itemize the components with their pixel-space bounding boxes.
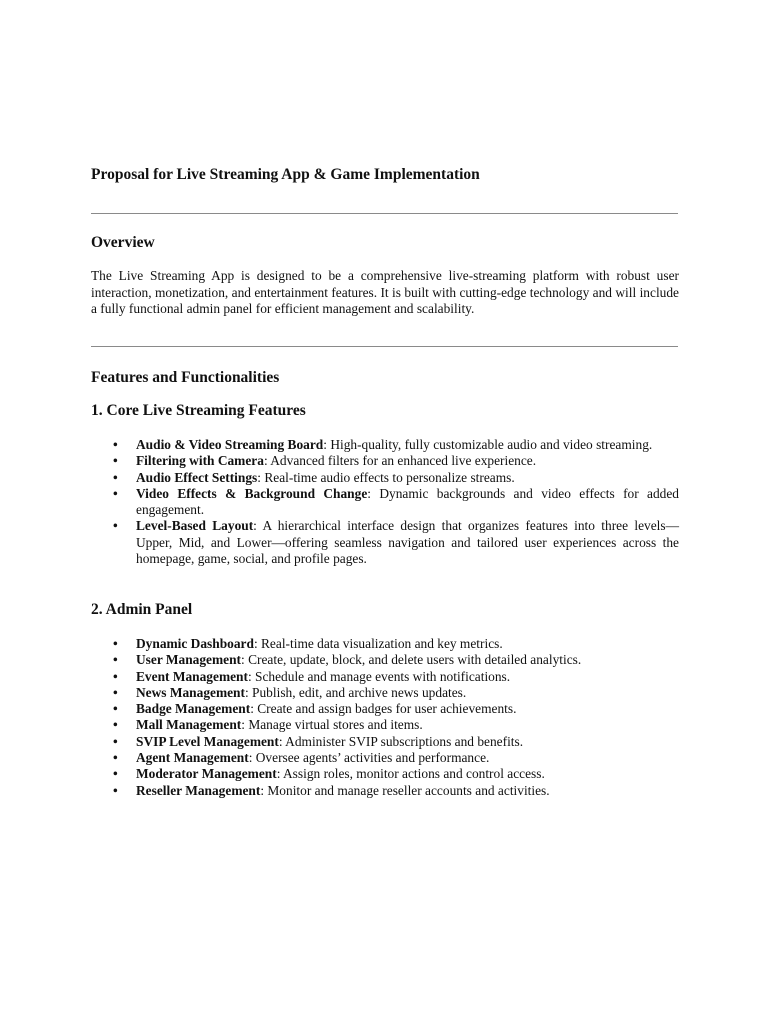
feature-term: Event Management [136,668,248,684]
feature-description: : Create and assign badges for user achievements. [250,701,517,717]
feature-description: : Oversee agents’ activities and performance. [248,750,490,766]
bullet-icon: • [113,518,118,534]
bullet-icon: • [113,453,118,469]
feature-term: Moderator Management [136,766,277,782]
list-item [91,717,679,733]
bullet-icon: • [113,469,118,485]
bullet-icon: • [113,684,118,700]
overview-heading: Overview [91,234,155,251]
overview-paragraph: The Live Streaming App is designed to be a comprehensive live-streaming platform with robust user interaction, monetization, and entertainment features. It is built with cutting-edge technology and will include a fully functional admin panel for efficient management and scalability. [91,268,679,316]
list-item [91,470,679,486]
bullet-icon: • [113,652,118,668]
feature-description: : Real-time data visualization and key metrics. [253,636,503,651]
bullet-icon: • [113,733,118,749]
document-title: Proposal for Live Streaming App & Game Implementation [91,166,480,183]
list-item [91,669,679,685]
bullet-icon: • [113,636,118,651]
bullet-icon: • [113,766,118,782]
bullet-icon: • [113,668,118,684]
feature-term: Audio Effect Settings [136,469,258,485]
bullet-icon: • [113,701,118,717]
bullet-icon: • [113,717,118,733]
list-item [91,783,679,799]
horizontal-rule [91,346,678,347]
features-heading: Features and Functionalities [91,369,280,386]
horizontal-rule [91,213,678,214]
list-item [91,518,679,567]
feature-term: Reseller Management [136,782,261,798]
list-item [91,453,679,469]
feature-term: Mall Management [136,717,242,733]
feature-term: SVIP Level Management [136,733,279,749]
feature-description: : Monitor and manage reseller accounts and activities. [260,782,550,798]
feature-description: : Assign roles, monitor actions and control access. [276,766,545,782]
admin-panel-heading: 2. Admin Panel [91,601,193,618]
feature-term: News Management [136,684,245,700]
feature-description: : Advanced filters for an enhanced live experience. [263,453,537,469]
feature-term: Audio & Video Streaming Board [136,437,324,452]
list-item [91,685,679,701]
feature-description: : Manage virtual stores and items. [241,717,423,733]
feature-term: Video Effects & Background Change [136,485,368,501]
bullet-icon: • [113,485,118,501]
list-item [91,636,679,652]
feature-term: Filtering with Camera [136,453,264,469]
bullet-icon: • [113,782,118,798]
feature-term: Level-Based Layout [136,518,254,534]
bullet-icon: • [113,437,118,452]
feature-description: : Real-time audio effects to personalize streams. [257,469,515,485]
feature-description: : Administer SVIP subscriptions and benefits. [278,733,524,749]
list-item [91,486,679,519]
admin-panel-list [91,636,679,799]
list-item [91,652,679,668]
feature-term: Badge Management [136,701,251,717]
feature-term: Agent Management [136,750,249,766]
feature-description: : A hierarchical interface design that organizes features into three levels—Upper, Mid, and Lower—offering seamless navigation and tailored user experiences across the homepage, game, social, and profile pages. [136,518,679,567]
feature-term: Dynamic Dashboard [136,636,254,651]
list-item [91,701,679,717]
feature-description: : Dynamic backgrounds and video effects for added engagement. [136,485,679,518]
list-item [91,766,679,782]
core-features-list [91,437,679,567]
core-features-heading: 1. Core Live Streaming Features [91,402,306,419]
list-item [91,734,679,750]
feature-description: : Create, update, block, and delete users with detailed analytics. [241,652,582,668]
list-item [91,750,679,766]
bullet-icon: • [113,750,118,766]
feature-term: User Management [136,652,241,668]
feature-description: : Publish, edit, and archive news updates. [244,684,467,700]
list-item [91,437,679,453]
feature-description: : Schedule and manage events with notifications. [247,668,511,684]
feature-description: : High-quality, fully customizable audio and video streaming. [323,437,653,452]
